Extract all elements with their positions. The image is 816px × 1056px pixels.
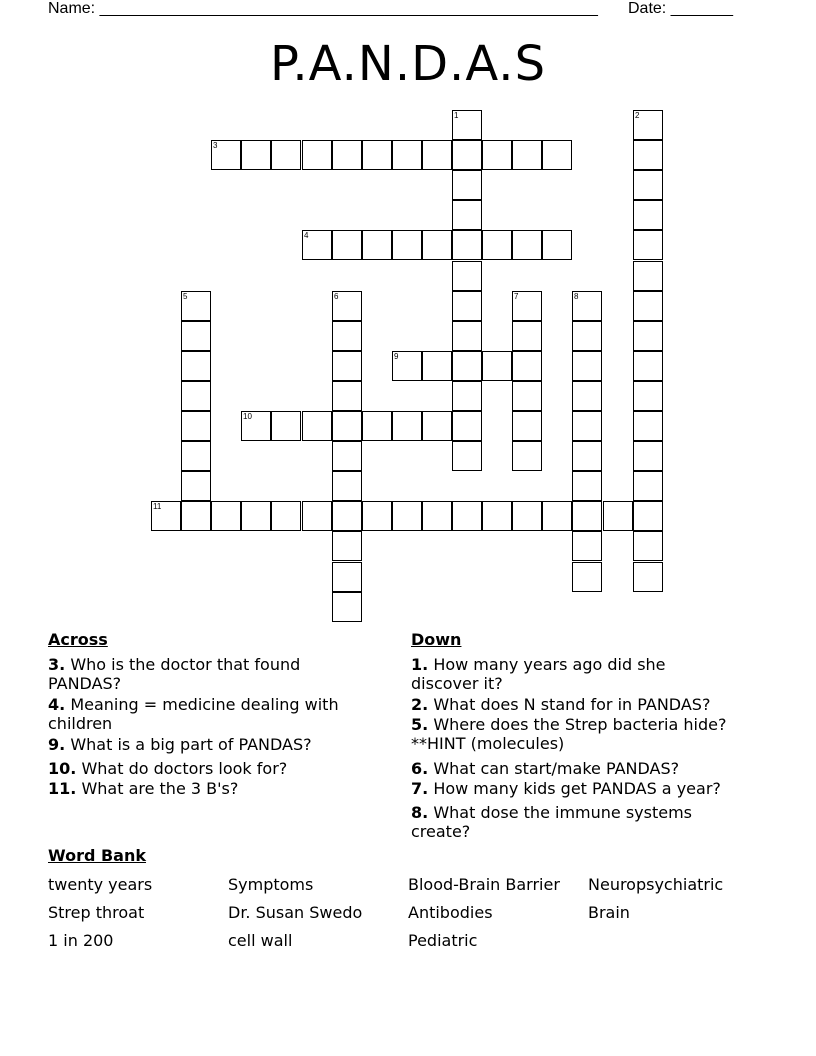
crossword-cell[interactable] bbox=[332, 531, 362, 561]
word-bank-item: Dr. Susan Swedo bbox=[228, 903, 363, 922]
crossword-cell[interactable] bbox=[512, 140, 542, 170]
crossword-cell[interactable] bbox=[181, 321, 211, 351]
clue-number: 5. bbox=[411, 715, 429, 734]
crossword-cell[interactable] bbox=[633, 531, 663, 561]
crossword-cell[interactable] bbox=[633, 200, 663, 230]
clue-number: 11. bbox=[48, 779, 77, 798]
crossword-cell[interactable] bbox=[572, 411, 602, 441]
crossword-cell[interactable] bbox=[572, 351, 602, 381]
crossword-cell[interactable] bbox=[633, 351, 663, 381]
crossword-cell[interactable] bbox=[332, 321, 362, 351]
clue-number-label: 7 bbox=[514, 292, 519, 301]
crossword-cell[interactable] bbox=[512, 291, 542, 321]
crossword-cell[interactable] bbox=[452, 321, 482, 351]
crossword-cell[interactable] bbox=[542, 501, 572, 531]
crossword-cell[interactable] bbox=[181, 351, 211, 381]
crossword-cell[interactable] bbox=[512, 321, 542, 351]
clue-number: 9. bbox=[48, 735, 66, 754]
word-bank-item: Strep throat bbox=[48, 903, 145, 922]
crossword-cell[interactable] bbox=[422, 351, 452, 381]
crossword-cell[interactable] bbox=[271, 140, 301, 170]
crossword-cell[interactable] bbox=[452, 501, 482, 531]
crossword-cell[interactable] bbox=[181, 411, 211, 441]
crossword-cell[interactable] bbox=[452, 441, 482, 471]
crossword-cell[interactable] bbox=[542, 230, 572, 260]
clue-number: 7. bbox=[411, 779, 429, 798]
crossword-cell[interactable] bbox=[452, 200, 482, 230]
word-bank-item: Brain bbox=[588, 903, 630, 922]
word-bank-item: Neuropsychiatric bbox=[588, 875, 724, 894]
crossword-cell[interactable] bbox=[452, 351, 482, 381]
word-bank-item: 1 in 200 bbox=[48, 931, 114, 950]
crossword-cell[interactable] bbox=[181, 291, 211, 321]
name-field-label: Name: ________________________________________________________ bbox=[48, 0, 598, 17]
down-clue-2 bbox=[411, 695, 751, 714]
crossword-cell[interactable] bbox=[181, 441, 211, 471]
crossword-cell[interactable] bbox=[512, 381, 542, 411]
clue-number-label: 1 bbox=[454, 111, 459, 120]
crossword-cell[interactable] bbox=[392, 501, 422, 531]
clue-number: 10. bbox=[48, 759, 77, 778]
crossword-cell[interactable] bbox=[392, 411, 422, 441]
clue-number-label: 10 bbox=[243, 412, 252, 421]
crossword-cell[interactable] bbox=[422, 230, 452, 260]
crossword-cell[interactable] bbox=[633, 471, 663, 501]
crossword-cell[interactable] bbox=[572, 291, 602, 321]
crossword-cell[interactable] bbox=[362, 140, 392, 170]
clue-number: 6. bbox=[411, 759, 429, 778]
word-bank-item: Symptoms bbox=[228, 875, 314, 894]
crossword-cell[interactable] bbox=[572, 501, 602, 531]
across-clue-11 bbox=[48, 779, 368, 798]
clue-number: 8. bbox=[411, 803, 429, 822]
crossword-cell[interactable] bbox=[422, 501, 452, 531]
across-clue-4 bbox=[48, 695, 368, 733]
crossword-cell[interactable] bbox=[452, 230, 482, 260]
clue-number: 4. bbox=[48, 695, 66, 714]
clue-text: What dose the immune systems create? bbox=[411, 803, 692, 841]
crossword-cell[interactable] bbox=[452, 261, 482, 291]
crossword-cell[interactable] bbox=[362, 501, 392, 531]
crossword-cell[interactable] bbox=[603, 501, 633, 531]
word-bank-heading: Word Bank bbox=[48, 846, 147, 865]
down-clue-1 bbox=[411, 655, 711, 693]
crossword-cell[interactable] bbox=[392, 351, 422, 381]
crossword-cell[interactable] bbox=[332, 381, 362, 411]
crossword-cell[interactable] bbox=[302, 230, 332, 260]
crossword-cell[interactable] bbox=[633, 381, 663, 411]
crossword-cell[interactable] bbox=[572, 531, 602, 561]
clue-number-label: 4 bbox=[304, 231, 309, 240]
crossword-cell[interactable] bbox=[572, 381, 602, 411]
crossword-cell[interactable] bbox=[332, 291, 362, 321]
crossword-cell[interactable] bbox=[181, 501, 211, 531]
crossword-cell[interactable] bbox=[332, 592, 362, 622]
clue-text: What do doctors look for? bbox=[81, 759, 288, 778]
clue-text: How many kids get PANDAS a year? bbox=[433, 779, 721, 798]
puzzle-title: P.A.N.D.A.S bbox=[269, 36, 547, 92]
crossword-cell[interactable] bbox=[422, 411, 452, 441]
clue-number-label: 9 bbox=[394, 352, 399, 361]
date-field-label: Date: _______ bbox=[628, 0, 733, 17]
clue-number-label: 3 bbox=[213, 141, 218, 150]
clue-text: What are the 3 B's? bbox=[81, 779, 239, 798]
crossword-cell[interactable] bbox=[241, 411, 271, 441]
crossword-cell[interactable] bbox=[482, 351, 512, 381]
clue-text: What does N stand for in PANDAS? bbox=[433, 695, 711, 714]
crossword-cell[interactable] bbox=[151, 501, 181, 531]
crossword-cell[interactable] bbox=[211, 501, 241, 531]
clue-text: Where does the Strep bacteria hide? **HINT (molecules) bbox=[411, 715, 727, 753]
across-clue-9 bbox=[48, 735, 368, 754]
word-bank-item: Antibodies bbox=[408, 903, 493, 922]
across-clue-3 bbox=[48, 655, 348, 693]
word-bank-item: twenty years bbox=[48, 875, 153, 894]
crossword-cell[interactable] bbox=[633, 261, 663, 291]
crossword-cell[interactable] bbox=[512, 441, 542, 471]
crossword-cell[interactable] bbox=[633, 291, 663, 321]
crossword-cell[interactable] bbox=[241, 501, 271, 531]
down-clue-5 bbox=[411, 715, 756, 753]
across-heading: Across bbox=[48, 630, 108, 649]
crossword-cell[interactable] bbox=[392, 140, 422, 170]
crossword-cell[interactable] bbox=[332, 351, 362, 381]
crossword-cell[interactable] bbox=[241, 140, 271, 170]
crossword-cell[interactable] bbox=[332, 140, 362, 170]
clue-number: 3. bbox=[48, 655, 66, 674]
crossword-cell[interactable] bbox=[332, 471, 362, 501]
crossword-cell[interactable] bbox=[181, 471, 211, 501]
crossword-cell[interactable] bbox=[302, 411, 332, 441]
crossword-cell[interactable] bbox=[572, 321, 602, 351]
crossword-cell[interactable] bbox=[512, 501, 542, 531]
clue-number-label: 6 bbox=[334, 292, 339, 301]
crossword-cell[interactable] bbox=[332, 562, 362, 592]
down-clue-8 bbox=[411, 803, 721, 841]
crossword-cell[interactable] bbox=[572, 562, 602, 592]
crossword-cell[interactable] bbox=[633, 230, 663, 260]
clue-number-label: 2 bbox=[635, 111, 640, 120]
down-clue-6 bbox=[411, 759, 751, 778]
crossword-cell[interactable] bbox=[422, 140, 452, 170]
clue-text: How many years ago did she discover it? bbox=[411, 655, 666, 693]
crossword-cell[interactable] bbox=[482, 230, 512, 260]
crossword-cell[interactable] bbox=[633, 110, 663, 140]
crossword-cell[interactable] bbox=[633, 411, 663, 441]
crossword-cell[interactable] bbox=[181, 381, 211, 411]
crossword-cell[interactable] bbox=[542, 140, 572, 170]
crossword-cell[interactable] bbox=[362, 230, 392, 260]
crossword-cell[interactable] bbox=[332, 230, 362, 260]
crossword-cell[interactable] bbox=[633, 562, 663, 592]
crossword-cell[interactable] bbox=[512, 230, 542, 260]
down-heading: Down bbox=[411, 630, 462, 649]
down-clue-7 bbox=[411, 779, 751, 798]
crossword-cell[interactable] bbox=[572, 471, 602, 501]
clue-text: Meaning = medicine dealing with children bbox=[48, 695, 339, 733]
crossword-cell[interactable] bbox=[332, 441, 362, 471]
crossword-cell[interactable] bbox=[482, 501, 512, 531]
clue-number: 2. bbox=[411, 695, 429, 714]
crossword-cell[interactable] bbox=[452, 170, 482, 200]
crossword-cell[interactable] bbox=[302, 501, 332, 531]
crossword-cell[interactable] bbox=[633, 140, 663, 170]
clue-text: Who is the doctor that found PANDAS? bbox=[48, 655, 301, 693]
word-bank-item: Pediatric bbox=[408, 931, 478, 950]
crossword-cell[interactable] bbox=[392, 230, 422, 260]
crossword-cell[interactable] bbox=[452, 291, 482, 321]
clue-number-label: 11 bbox=[153, 502, 162, 511]
crossword-cell[interactable] bbox=[633, 170, 663, 200]
word-bank-item: Blood-Brain Barrier bbox=[408, 875, 560, 894]
crossword-cell[interactable] bbox=[452, 140, 482, 170]
crossword-cell[interactable] bbox=[572, 441, 602, 471]
crossword-cell[interactable] bbox=[633, 441, 663, 471]
clue-text: What is a big part of PANDAS? bbox=[70, 735, 312, 754]
crossword-cell[interactable] bbox=[332, 501, 362, 531]
crossword-cell[interactable] bbox=[452, 411, 482, 441]
clue-text: What can start/make PANDAS? bbox=[433, 759, 680, 778]
crossword-cell[interactable] bbox=[362, 411, 392, 441]
crossword-cell[interactable] bbox=[302, 140, 332, 170]
crossword-cell[interactable] bbox=[452, 381, 482, 411]
crossword-cell[interactable] bbox=[512, 411, 542, 441]
crossword-cell[interactable] bbox=[512, 351, 542, 381]
crossword-cell[interactable] bbox=[482, 140, 512, 170]
crossword-cell[interactable] bbox=[271, 411, 301, 441]
crossword-cell[interactable] bbox=[271, 501, 301, 531]
crossword-cell[interactable] bbox=[633, 321, 663, 351]
crossword-cell[interactable] bbox=[211, 140, 241, 170]
crossword-cell[interactable] bbox=[633, 501, 663, 531]
clue-number-label: 5 bbox=[183, 292, 188, 301]
clue-number: 1. bbox=[411, 655, 429, 674]
across-clue-10 bbox=[48, 759, 368, 778]
crossword-cell[interactable] bbox=[452, 110, 482, 140]
clue-number-label: 8 bbox=[574, 292, 579, 301]
crossword-cell[interactable] bbox=[332, 411, 362, 441]
word-bank-item: cell wall bbox=[228, 931, 293, 950]
